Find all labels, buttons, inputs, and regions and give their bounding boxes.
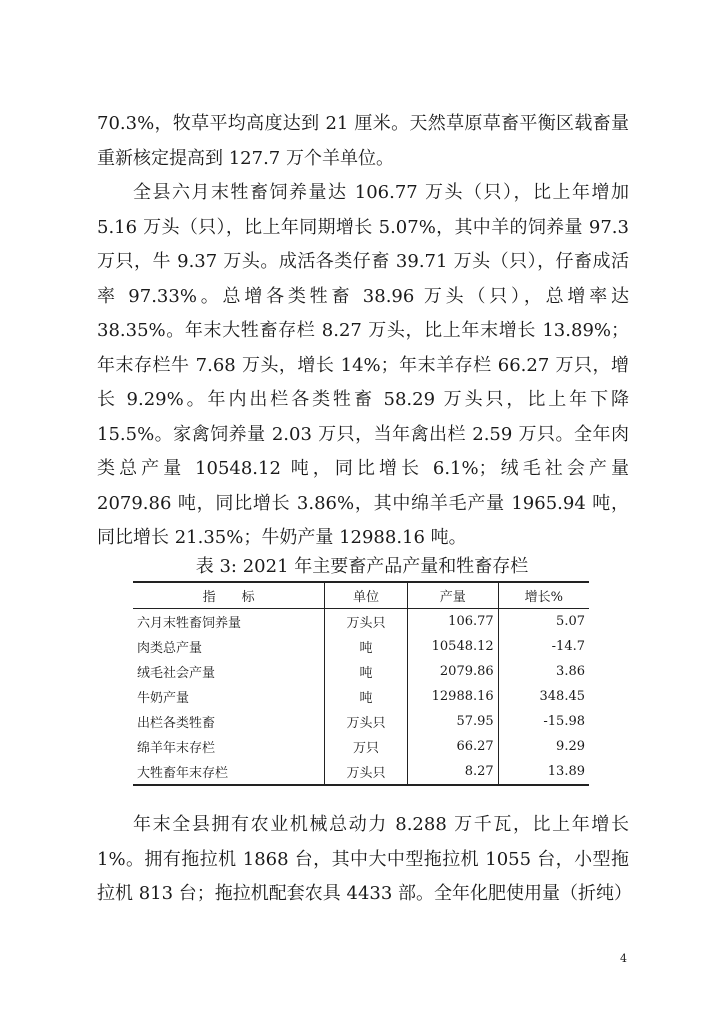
table-row (133, 709, 589, 734)
header-output: 产量 (407, 582, 498, 609)
cell-indicator: 大牲畜年末存栏 (137, 766, 229, 781)
table-title: 表 3: 2021 年主要畜产品产量和牲畜存栏 (195, 556, 529, 577)
table-row (133, 609, 589, 635)
cell-unit: 吨 (325, 684, 408, 709)
cell-output: 2079.86 (407, 659, 498, 684)
cell-output: 66.27 (407, 734, 498, 759)
cell-output: 12988.16 (407, 684, 498, 709)
page-number: 4 (620, 952, 627, 965)
paragraph-machinery: 年末全县拥有农业机械总动力 8.288 万千瓦，比上年增长 1%。拥有拖拉机 1868 台，其中大中型拖拉机 1055 台，小型拖拉机 813 台；拖拉机配套农具 4433 部。全年化肥使用量（折纯） (97, 814, 633, 904)
header-indicator: 指 标 (133, 582, 325, 609)
paragraph-grassland: 70.3%，牧草平均高度达到 21 厘米。天然草原草畜平衡区载畜量重新核定提高到 127.7 万个羊单位。 (97, 113, 629, 169)
livestock-table (133, 581, 589, 786)
cell-output: 8.27 (407, 759, 498, 785)
table-row (133, 759, 589, 785)
paragraph-livestock: 全县六月末牲畜饲养量达 106.77 万头（只），比上年增加 5.16 万头（只），比上年同期增长 5.07%，其中羊的饲养量 97.3 万只，牛 9.37 万头。成活各类仔畜 39.71 万头（只），仔畜成活率 97.33%。总增各类牲畜 38.96 万头（只），总增率达 38.35%。年末大牲畜存栏 8.27 万头，比上年末增长 13.89%；年末存栏牛 7.68 万头，增长 14%；年末羊存栏 66.27 万只，增长 9.29%。年内出栏各类牲畜 58.29 万头只，比上年下降 15.5%。家禽饲养量 2.03 万只，当年禽出栏 2.59 万只。全年肉类总产量 10548.12 吨，同比增长 6.1%；绒毛社会产量 2079.86 吨，同比增长 3.86%，其中绵羊毛产量 1965.94 吨，同比增长 21.35%；牛奶产量 12988.16 吨。 (97, 182, 629, 548)
cell-growth: 3.86 (498, 659, 589, 684)
header-growth: 增长% (498, 582, 589, 609)
cell-output: 10548.12 (407, 634, 498, 659)
table-header-row (133, 582, 589, 609)
table-row (133, 734, 589, 759)
cell-indicator: 绵羊年末存栏 (137, 741, 216, 756)
cell-output: 106.77 (407, 609, 498, 635)
cell-unit: 万头只 (325, 609, 408, 635)
cell-unit: 万只 (325, 734, 408, 759)
cell-growth: 9.29 (498, 734, 589, 759)
header-unit: 单位 (325, 582, 408, 609)
cell-unit: 吨 (325, 634, 408, 659)
cell-growth: 13.89 (498, 759, 589, 785)
cell-unit: 吨 (325, 659, 408, 684)
cell-indicator: 出栏各类牲畜 (137, 716, 216, 731)
cell-indicator: 肉类总产量 (137, 641, 203, 656)
cell-unit: 万头只 (325, 709, 408, 734)
table-row (133, 634, 589, 659)
cell-indicator: 六月末牲畜饲养量 (137, 616, 242, 631)
cell-growth: 5.07 (498, 609, 589, 635)
cell-growth: -15.98 (498, 709, 589, 734)
table-row (133, 684, 589, 709)
cell-growth: 348.45 (498, 684, 589, 709)
cell-indicator: 绒毛社会产量 (137, 666, 216, 681)
cell-unit: 万头只 (325, 759, 408, 785)
cell-indicator: 牛奶产量 (137, 691, 190, 706)
table-row (133, 659, 589, 684)
cell-growth: -14.7 (498, 634, 589, 659)
cell-output: 57.95 (407, 709, 498, 734)
